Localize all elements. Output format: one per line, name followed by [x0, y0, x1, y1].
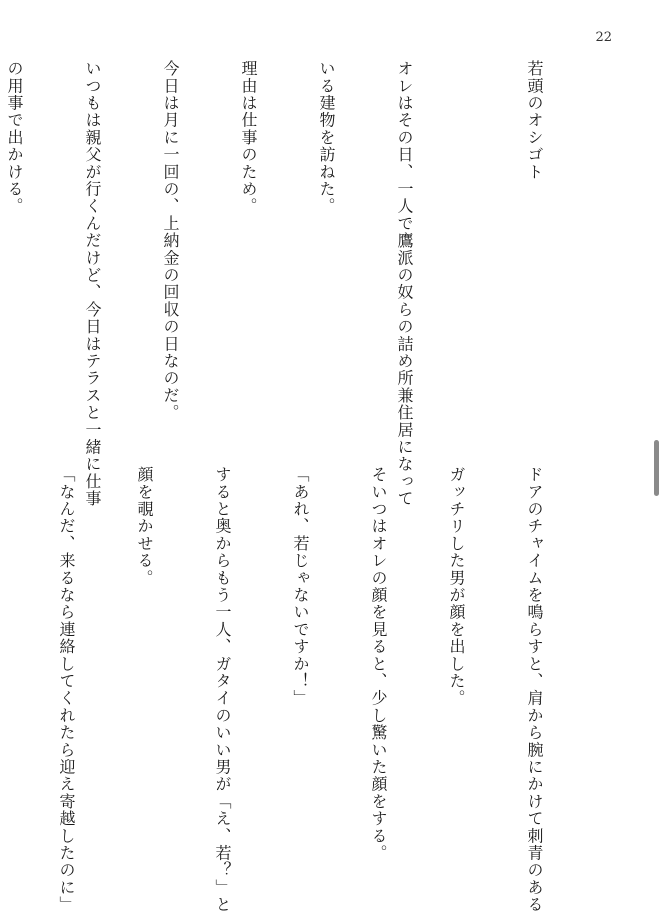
- dialogue-line: 「あれ、若じゃないですか！」: [291, 466, 310, 707]
- page-number: 22: [595, 30, 612, 45]
- text-line: いる建物を訪ねた。: [317, 60, 336, 215]
- text-line: 理由は仕事のため。: [239, 60, 258, 215]
- text-line: ドアのチャイムを鳴らすと、肩から腕にかけて刺青のある: [525, 466, 544, 913]
- text-line: ガッチリした男が顔を出した。: [447, 466, 466, 707]
- text-line: オレはその日、一人で鷹派の奴らの詰め所兼住居になって: [395, 60, 414, 508]
- lower-text-block: [39, 466, 599, 913]
- dialogue-line: 「なんだ、来るなら連絡してくれたら迎え寄越したのに」: [57, 466, 76, 913]
- text-line: すると奥からもう一人、ガタイのいい男が「え、若？」と: [213, 466, 232, 913]
- chapter-title: 若頭のオシゴト: [525, 60, 544, 181]
- upper-text-block: [5, 60, 599, 508]
- text-line: [0, 466, 1, 876]
- text-line: の用事で出かける。: [5, 60, 24, 215]
- text-line: そいつはオレの顔を見ると、少し驚いた顔をする。: [369, 466, 388, 862]
- scrollbar-thumb[interactable]: [654, 440, 659, 496]
- text-line: 顔を覗かせる。: [135, 466, 154, 587]
- text-line: 今日は月に一回の、上納金の回収の日なのだ。: [161, 60, 180, 422]
- text-line: いつもは親父が行くんだけど、今日はテラスと一緒に仕事: [83, 60, 102, 508]
